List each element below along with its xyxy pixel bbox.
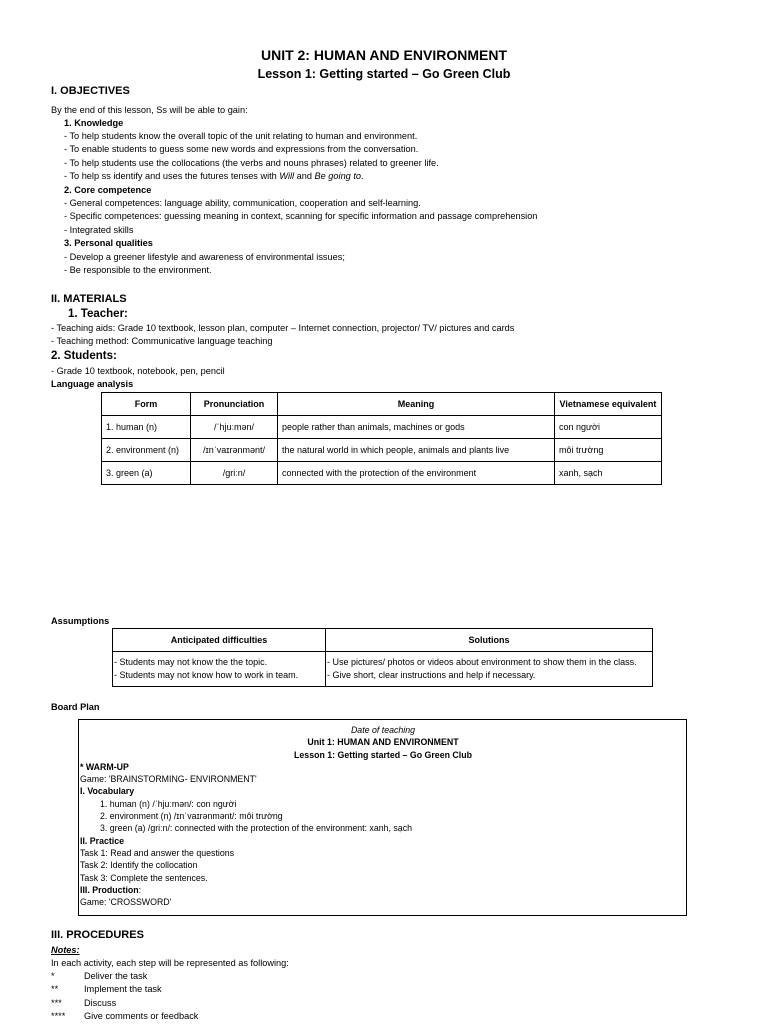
qualities-list bbox=[64, 251, 345, 278]
pronunciation-cell: /ɡriːn/ bbox=[191, 462, 278, 485]
column-header: Form bbox=[102, 393, 191, 416]
step-mark: * bbox=[51, 971, 55, 981]
meaning-cell: connected with the protection of the environment bbox=[278, 462, 555, 485]
core-list bbox=[64, 197, 537, 237]
step-mark: *** bbox=[51, 997, 62, 1008]
materials-heading: II. MATERIALS bbox=[51, 293, 127, 305]
objectives-heading: I. OBJECTIVES bbox=[51, 85, 130, 97]
step-item bbox=[51, 1010, 198, 1023]
board-production-heading: III. Production: bbox=[80, 884, 142, 895]
board-vocabulary-heading: I. Vocabulary bbox=[80, 786, 135, 797]
vietnamese-cell: xanh, sạch bbox=[555, 462, 662, 485]
teacher-heading: 1. Teacher: bbox=[68, 308, 128, 320]
qualities-item: - Develop a greener lifestyle and awareness of environmental issues; bbox=[64, 252, 345, 262]
difficulty-item: - Students may not know how to work in team. bbox=[114, 670, 299, 680]
core-item: - Integrated skills bbox=[64, 224, 134, 235]
table-row bbox=[113, 652, 653, 687]
step-mark: **** bbox=[51, 1011, 66, 1022]
qualities-heading: 3. Personal qualities bbox=[64, 238, 153, 248]
form-cell: 1. human (n) bbox=[102, 416, 191, 439]
board-task: Task 2: Identify the collocation bbox=[80, 860, 198, 871]
board-unit: Unit 1: HUMAN AND ENVIRONMENT bbox=[307, 737, 459, 748]
board-vocab-item: 2. environment (n) /ɪnˈvaɪrənmənt/: môi trường bbox=[100, 811, 283, 822]
notes-label: Notes: bbox=[51, 945, 80, 955]
language-table bbox=[101, 392, 662, 485]
board-task: Task 3: Complete the sentences. bbox=[80, 872, 208, 883]
solution-item: - Use pictures/ photos or videos about environment to show them in the class. bbox=[327, 657, 637, 667]
knowledge-heading: 1. Knowledge bbox=[64, 118, 124, 128]
table-row bbox=[102, 416, 662, 439]
step-text: Give comments or feedback bbox=[84, 1011, 199, 1022]
table-header-row bbox=[102, 393, 662, 416]
page-title: UNIT 2: HUMAN AND ENVIRONMENT bbox=[260, 47, 508, 63]
knowledge-item: - To enable students to guess some new words and expressions from the conversation. bbox=[64, 144, 419, 155]
table-row bbox=[102, 462, 662, 485]
difficulty-item: - Students may not know the the topic. bbox=[114, 657, 268, 667]
assumptions-table bbox=[112, 628, 653, 687]
column-header: Vietnamese equivalent bbox=[555, 393, 662, 416]
language-analysis-heading: Language analysis bbox=[51, 379, 134, 389]
step-item bbox=[51, 997, 198, 1010]
qualities-item: - Be responsible to the environment. bbox=[64, 265, 212, 276]
procedures-intro: In each activity, each step will be represented as following: bbox=[51, 958, 289, 968]
pronunciation-cell: /ˈhjuːmən/ bbox=[191, 416, 278, 439]
step-text: Discuss bbox=[84, 997, 117, 1008]
students-item: - Grade 10 textbook, notebook, pen, pencil bbox=[51, 366, 225, 376]
board-lesson: Lesson 1: Getting started – Go Green Club bbox=[294, 749, 472, 760]
form-cell: 2. environment (n) bbox=[102, 439, 191, 462]
objectives-intro: By the end of this lesson, Ss will be able to gain: bbox=[51, 105, 248, 115]
column-header: Pronunciation bbox=[191, 393, 278, 416]
board-task: Task 1: Read and answer the questions bbox=[80, 847, 235, 858]
core-heading: 2. Core competence bbox=[64, 185, 152, 195]
board-plan-box bbox=[78, 719, 687, 916]
procedures-heading: III. PROCEDURES bbox=[51, 929, 144, 941]
column-header: Meaning bbox=[278, 393, 555, 416]
knowledge-list bbox=[64, 130, 439, 184]
vietnamese-cell: con người bbox=[555, 416, 662, 439]
difficulties-cell bbox=[113, 652, 326, 687]
board-vocab-item: 1. human (n) /ˈhjuːmən/: con người bbox=[100, 798, 237, 809]
teacher-item: - Teaching method: Communicative language teaching bbox=[51, 336, 273, 347]
students-heading: 2. Students: bbox=[51, 350, 117, 362]
board-plan-heading: Board Plan bbox=[51, 702, 100, 712]
step-mark: ** bbox=[51, 984, 59, 995]
step-item bbox=[51, 970, 198, 983]
lesson-subtitle: Lesson 1: Getting started – Go Green Club bbox=[257, 67, 511, 81]
board-date: Date of teaching bbox=[350, 725, 416, 735]
column-header: Solutions bbox=[326, 629, 653, 652]
board-vocab-item: 3. green (a) /ɡriːn/: connected with the protection of the environment: xanh, sạch bbox=[100, 823, 412, 834]
core-item: - Specific competences: guessing meaning in context, scanning for specific information and passage comprehension bbox=[64, 211, 538, 222]
table-header-row bbox=[113, 629, 653, 652]
table-row bbox=[102, 439, 662, 462]
knowledge-item: - To help ss identify and uses the futures tenses with Will and Be going to. bbox=[64, 171, 364, 182]
knowledge-item: - To help students use the collocations (the verbs and nouns phrases) related to greener life. bbox=[64, 157, 439, 168]
column-header: Anticipated difficulties bbox=[113, 629, 326, 652]
knowledge-item: - To help students know the overall topic of the unit relating to human and environment. bbox=[64, 131, 418, 141]
core-item: - General competences: language ability, communication, cooperation and self-learning. bbox=[64, 198, 421, 208]
board-game-2: Game: 'CROSSWORD' bbox=[80, 897, 172, 908]
step-text: Implement the task bbox=[84, 984, 162, 995]
teacher-item: - Teaching aids: Grade 10 textbook, lesson plan, computer – Internet connection, projector/ TV/ pictures and cards bbox=[51, 323, 515, 333]
board-warmup: * WARM-UP bbox=[80, 761, 129, 772]
board-practice-heading: II. Practice bbox=[80, 835, 125, 846]
teacher-list bbox=[51, 322, 514, 349]
pronunciation-cell: /ɪnˈvaɪrənmənt/ bbox=[191, 439, 278, 462]
steps-list bbox=[51, 970, 198, 1024]
assumptions-heading: Assumptions bbox=[51, 616, 110, 626]
form-cell: 3. green (a) bbox=[102, 462, 191, 485]
step-item bbox=[51, 983, 198, 996]
board-game-1: Game: 'BRAINSTORMING- ENVIRONMENT' bbox=[80, 774, 257, 785]
meaning-cell: the natural world in which people, animals and plants live bbox=[278, 439, 555, 462]
step-text: Deliver the task bbox=[84, 971, 148, 981]
meaning-cell: people rather than animals, machines or gods bbox=[278, 416, 555, 439]
solution-item: - Give short, clear instructions and help if necessary. bbox=[327, 670, 536, 680]
vietnamese-cell: môi trường bbox=[555, 439, 662, 462]
solutions-cell bbox=[326, 652, 653, 687]
